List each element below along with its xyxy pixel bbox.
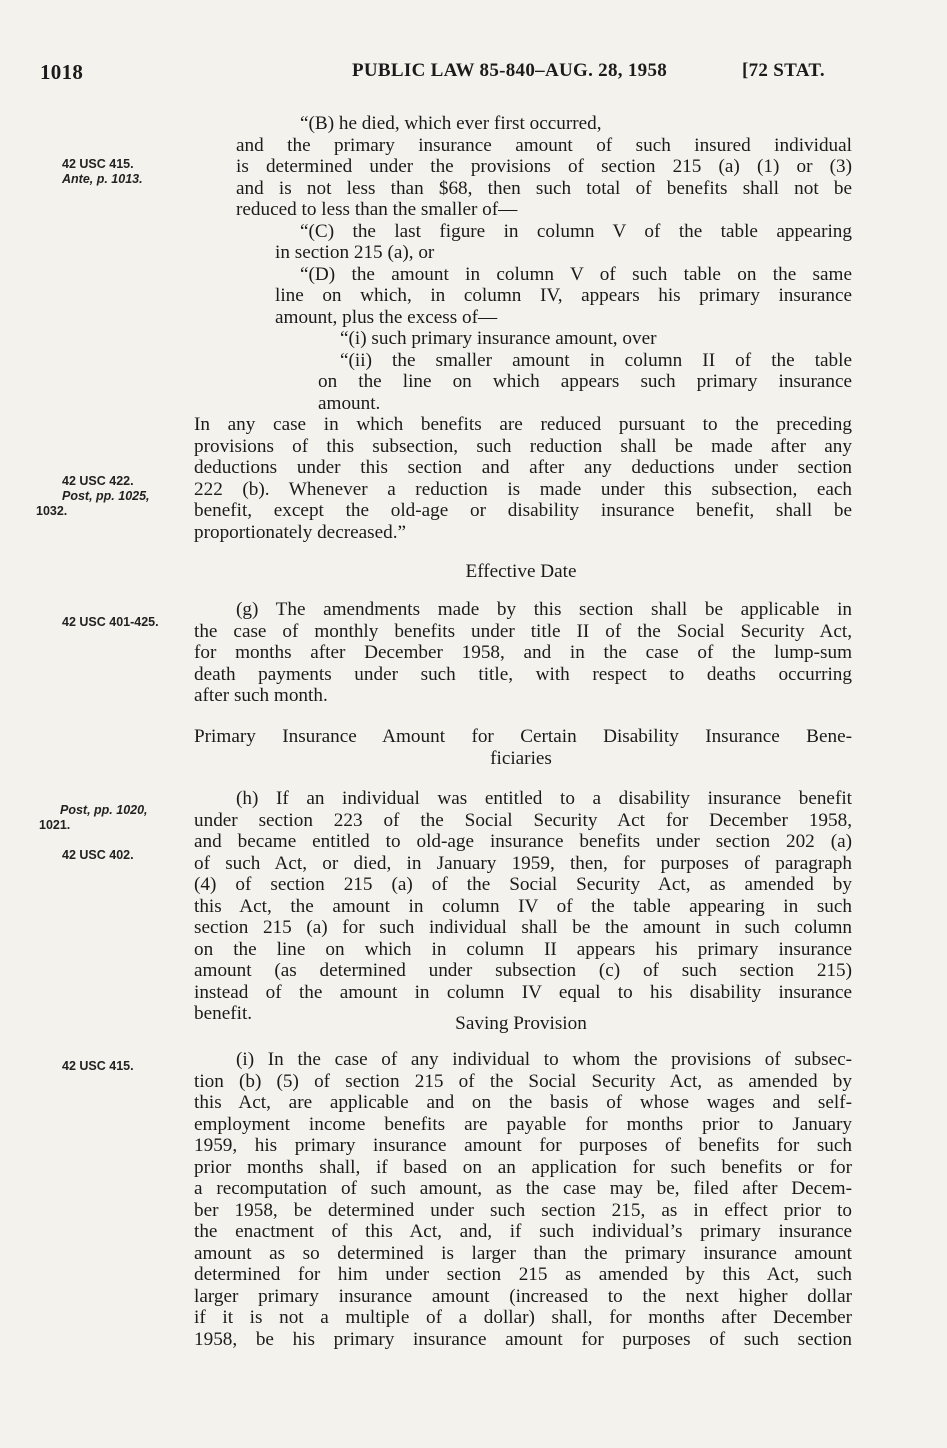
text-line: provisions of this subsection, such reduction shall be made after any — [194, 436, 852, 457]
text-line: deductions under this section and after any deductions under section — [194, 457, 852, 478]
margin-note-line: Post, pp. 1025, — [62, 489, 150, 503]
margin-note-line: 42 USC 401-425. — [62, 615, 159, 629]
text-line: determined for him under section 215 as amended by this Act, such — [194, 1264, 852, 1285]
text-line: benefit, except the old-age or disability insurance benefit, shall be — [194, 500, 852, 521]
margin-note — [62, 848, 134, 863]
margin-note-line: Ante, p. 1013. — [62, 172, 143, 186]
text-line: and became entitled to old-age insurance benefits under section 202 (a) — [194, 831, 852, 852]
text-line: of such Act, or died, in January 1959, then, for purposes of paragraph — [194, 853, 852, 874]
section-heading: Saving Provision — [455, 1013, 587, 1034]
text-line: (h) If an individual was entitled to a disability insurance benefit — [236, 788, 852, 809]
text-line: 222 (b). Whenever a reduction is made under this subsection, each — [194, 479, 852, 500]
text-line: line on which, in column IV, appears his primary insurance — [275, 285, 852, 306]
text-line: a recomputation of such amount, as the case may be, filed after Decem- — [194, 1178, 852, 1199]
margin-note-line: 42 USC 422. — [62, 474, 134, 488]
text-line: amount, plus the excess of— — [275, 307, 498, 328]
text-line: tion (b) (5) of section 215 of the Social Security Act, as amended by — [194, 1071, 852, 1092]
text-line: prior months shall, if based on an application for such benefits or for — [194, 1157, 852, 1178]
text-line: on the line on which appears such primary insurance — [318, 371, 852, 392]
text-line: the enactment of this Act, and, if such individual’s primary insurance — [194, 1221, 852, 1242]
text-line: this Act, are applicable and on the basis of whose wages and self- — [194, 1092, 852, 1113]
margin-note — [62, 157, 143, 187]
text-line: after such month. — [194, 685, 328, 706]
text-line: proportionately decreased.” — [194, 522, 407, 543]
text-line: employment income benefits are payable for months prior to January — [194, 1114, 852, 1135]
text-line: this Act, the amount in column IV of the table appearing in such — [194, 896, 852, 917]
section-heading: Primary Insurance Amount for Certain Disability Insurance Bene- — [194, 726, 852, 747]
text-line: if it is not a multiple of a dollar) shall, for months after December — [194, 1307, 852, 1328]
text-line: (i) In the case of any individual to whom the provisions of subsec- — [236, 1049, 852, 1070]
text-line: (4) of section 215 (a) of the Social Security Act, as amended by — [194, 874, 852, 895]
text-line: amount (as determined under subsection (c) of such section 215) — [194, 960, 852, 981]
text-line: section 215 (a) for such individual shall be the amount in such column — [194, 917, 852, 938]
text-line: on the line on which in column II appears his primary insurance — [194, 939, 852, 960]
margin-note-line: 42 USC 415. — [62, 1059, 134, 1073]
text-line: 1958, be his primary insurance amount for purposes of such section — [194, 1329, 852, 1350]
text-line: amount. — [318, 393, 381, 414]
text-line: 1959, his primary insurance amount for purposes of benefits for such — [194, 1135, 852, 1156]
text-line: “(C) the last figure in column V of the table appearing — [300, 221, 852, 242]
text-line: benefit. — [194, 1003, 253, 1024]
margin-note — [36, 474, 150, 519]
margin-note — [62, 1059, 134, 1074]
section-heading: ficiaries — [490, 748, 552, 769]
margin-note — [62, 615, 159, 630]
text-line: and is not less than $68, then such total of benefits shall not be — [236, 178, 852, 199]
text-line: for months after December 1958, and in the case of the lump-sum — [194, 642, 852, 663]
text-line: “(i) such primary insurance amount, over — [340, 328, 657, 349]
text-line: “(B) he died, which ever first occurred, — [300, 113, 602, 134]
text-line: death payments under such title, with respect to deaths occurring — [194, 664, 852, 685]
margin-note-line: 42 USC 415. — [62, 157, 134, 171]
section-heading: Effective Date — [465, 561, 577, 582]
text-line: “(D) the amount in column V of such table on the same — [300, 264, 852, 285]
text-line: amount as so determined is larger than the primary insurance amount — [194, 1243, 852, 1264]
margin-note-line: 42 USC 402. — [62, 848, 134, 862]
statute-volume: [72 STAT. — [742, 60, 825, 81]
text-line: under section 223 of the Social Security Act for December 1958, — [194, 810, 852, 831]
text-line: ber 1958, be determined under such section 215, as in effect prior to — [194, 1200, 852, 1221]
text-line: “(ii) the smaller amount in column II of the table — [340, 350, 852, 371]
text-line: reduced to less than the smaller of— — [236, 199, 518, 220]
margin-note-line: 1032. — [36, 504, 68, 518]
page-number: 1018 — [40, 60, 84, 84]
text-line: in section 215 (a), or — [275, 242, 435, 263]
text-line: larger primary insurance amount (increased to the next higher dollar — [194, 1286, 852, 1307]
text-line: is determined under the provisions of section 215 (a) (1) or (3) — [236, 156, 852, 177]
text-line: and the primary insurance amount of such insured individual — [236, 135, 852, 156]
text-line: (g) The amendments made by this section shall be applicable in — [236, 599, 852, 620]
text-line: instead of the amount in column IV equal to his disability insurance — [194, 982, 852, 1003]
margin-note-line: 1021. — [39, 818, 71, 832]
text-line: In any case in which benefits are reduced pursuant to the preceding — [194, 414, 852, 435]
margin-note-line: Post, pp. 1020, — [60, 803, 148, 817]
text-line: the case of monthly benefits under title II of the Social Security Act, — [194, 621, 852, 642]
running-title: PUBLIC LAW 85-840–AUG. 28, 1958 — [352, 60, 668, 81]
margin-note — [39, 803, 148, 833]
